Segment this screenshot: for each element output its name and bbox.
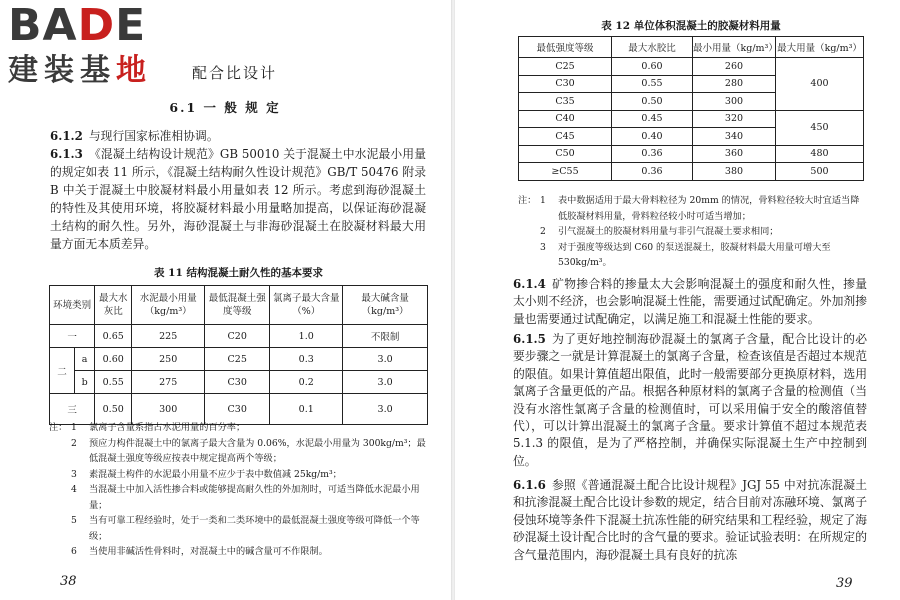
table-11-notes: 注： 1 氯离子含量系指占水泥用量的百分率； 2 预应力构件混凝土中的氯离子最大含量为 0.06%，水泥最小用量为 300kg/m³；最低混凝土强度等级应按表中规定提高两个等级； 3 素混凝土构件的水泥最小用量不应少于表中数值减 25kg/m³； 4 当混凝土中加入活性掺合料或能够提高耐久性的外加剂时，可适当降低水泥最小用量； 5 当有可靠工程经验时，处于一类和二类环境中的最低混凝土强度等级可降低一个等级； 6 当使用非碱活性骨料时，对混凝土中的碱含量可不作限制。	[49, 422, 426, 557]
paragraph-6-1-5: 6.1.5 为了更好地控制海砂混凝土的氯离子含量，配合比设计的必要步骤之一就是计算混凝土的氯离子含量，检查该值是否超过本规范的限值。如果计算值超出限值，此时一般需要部分更换原材料，选用氯离子含量更低的产品。根据各种原材料的氯离子含量的检测值（当没有水溶性氯离子含量的检测值时，可以采用偏于安全的酸溶值替代），可以计算出混凝土的氯离子含量。要求计算值不超过本规范表 5.1.3 的限值，是为了严格控制，并确保实际混凝土生产中控制到位。	[513, 332, 867, 468]
book-gutter	[451, 0, 455, 600]
section-title: 6.1 一 般 规 定	[169, 100, 281, 115]
table-12-notes: 注： 1 表中数据适用于最大骨料粒径为 20mm 的情况，骨料粒径较大时宜适当降低胶凝材料用量，骨料粒径较小时可适当增加； 2 引气混凝土的胶凝材料用量与非引气混凝土要求相同； 3 对于强度等级达到 C60 的泵送混凝土，胶凝材料最大用量可增大至 530kg/m³。	[518, 195, 860, 268]
table-row: C40 0.45 320 450	[519, 110, 864, 128]
table-row: 一 0.65 225 C20 1.0 不限制	[50, 325, 428, 348]
table-11-title: 表 11 结构混凝土耐久性的基本要求	[154, 267, 323, 279]
page-number-left: 38	[60, 574, 77, 589]
paragraph-6-1-6: 6.1.6 参照《普通混凝土配合比设计规程》JGJ 55 中对抗冻混凝土和抗渗混凝土配合比设计参数的规定，结合目前对冻融环境、氯离子侵蚀环境等条件下混凝土抗冻性能的研究结果和工程经验，规定了海砂混凝土设计配合比时的含气量的要求。验证试验表明：在所规定的含气量范围内，海砂混凝土具有良好的抗冻	[513, 478, 867, 562]
table-row: C25 0.60 260 400	[519, 58, 864, 76]
table-row: b 0.55 275 C30 0.2 3.0	[50, 371, 428, 394]
paragraph-6-1-4: 6.1.4 矿物掺合料的掺量太大会影响混凝土的强度和耐久性，掺量太小则不经济，也会影响混凝土性能，需要通过试配确定。外加剂掺量也需要通过试配确定，以满足施工和混凝土性能的要求。	[513, 277, 867, 326]
table-row: C35 0.50 300	[519, 93, 864, 111]
paragraph-6-1-2: 6.1.2 与现行国家标准相协调。	[50, 129, 219, 143]
table-11: 环境类别 最大水灰比 水泥最小用量（kg/m³） 最低混凝土强度等级 氯离子最大含量（%） 最大碱含量（kg/m³） 一 0.65 225 C20 1.0 不限制 二 a 0.60 250 C25 0.3 3.0 b 0.55 275 C30 0.2 3.0 三 0.50 300 C30 0.1 3.0	[49, 285, 428, 425]
table-row: C30 0.55 280	[519, 75, 864, 93]
table-row: ≥C55 0.36 380 500	[519, 163, 864, 181]
table-12: 最低强度等级 最大水胶比 最小用量（kg/m³） 最大用量（kg/m³） C25 0.60 260 400 C30 0.55 280 C35 0.50 300 C40 0.45 320 450 C45 0.40 340 C50 0.36 360 480 ≥C55 0.36 380 500	[518, 36, 864, 181]
table-12-title: 表 12 单位体积混凝土的胶凝材料用量	[601, 20, 781, 32]
chapter-title: 配合比设计	[192, 64, 278, 82]
paragraph-6-1-3: 6.1.3 《混凝土结构设计规范》GB 50010 关于混凝土中水泥最小用量的规定如表 11 所示，《混凝土结构耐久性设计规范》GB/T 50476 附录 B 中关于混凝土中胶凝材料最小用量如表 12 所示。考虑到海砂混凝土的特性及其使用环境，将胶凝材料最小用量略加提高，以保证海砂混凝土结构的耐久性。另外，海砂混凝土与非海砂混凝土在胶凝材料最大用量方面无本质差异。	[50, 147, 426, 251]
page-number-right: 39	[836, 576, 853, 591]
table-row: 三 0.50 300 C30 0.1 3.0	[50, 394, 428, 425]
watermark-logo: BADE 建装基地	[8, 0, 152, 88]
table-row: C45 0.40 340	[519, 128, 864, 146]
table-row: 二 a 0.60 250 C25 0.3 3.0	[50, 348, 428, 371]
table-row: C50 0.36 360 480	[519, 145, 864, 163]
